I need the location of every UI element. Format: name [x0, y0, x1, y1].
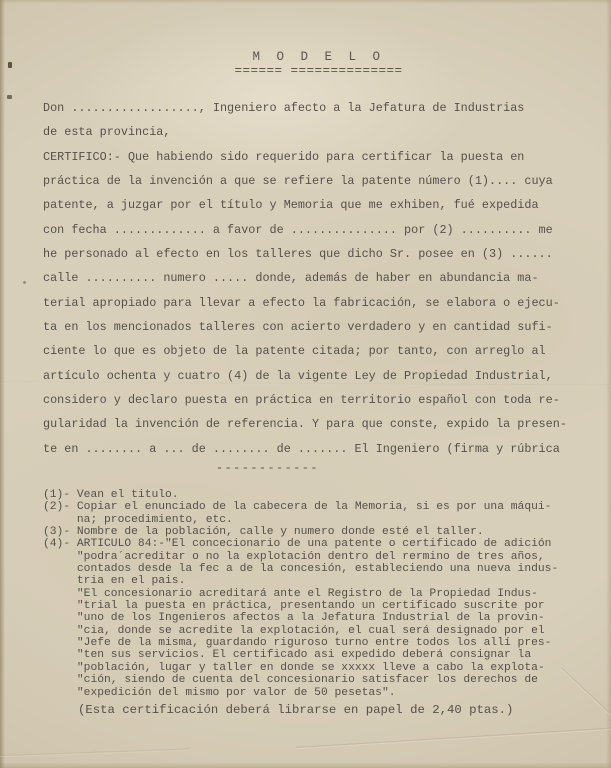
footnote-line: (3)- Nombre de la población, calle y numero donde esté el taller.	[43, 526, 484, 539]
footnote-line: (4)- ARTICULO 84:-"El concecionario de una patente o certificado de adición	[43, 538, 552, 551]
footnote-line: "El concesionario acreditará ante el Registro de la Propiedad Indus-	[43, 587, 538, 600]
footnote-line: na; procedimiento, etc.	[43, 513, 233, 526]
paper-speck	[23, 281, 26, 284]
body-text-line: práctica de la invención a que se refiere la patente número (1).... cuya	[43, 174, 553, 189]
paper-crease	[560, 667, 611, 747]
body-text-line: patente, a juzgar por el título y Memoria que me exhiben, fué expedida	[43, 198, 539, 213]
paper-speck	[8, 62, 12, 68]
body-text-line: con fecha ............. a favor de ............... por (2) .......... me	[43, 222, 553, 237]
paper-speck	[7, 95, 12, 99]
footnote-line: (1)- Vean el titulo.	[43, 489, 179, 501]
footnote-line: "podra´acreditar o no la explotación dentro del rermino de tres años,	[43, 550, 545, 563]
body-text-line: terial apropiado para llevar a efecto la fabricación, se elabora o ejecu-	[43, 295, 560, 310]
footnote-line: "ten sus servicios. El certificado asi expedido deberá consignar la	[43, 649, 532, 662]
footnote-line: "Jefe de la misma, guardando riguroso turno entre todos los allí pres-	[43, 637, 552, 650]
footnotes-block	[43, 489, 558, 699]
body-text-line: artículo ochenta y cuatro (4) de la vigente Ley de Propiedad Industrial,	[43, 368, 553, 383]
title-underline: ====== ==============	[234, 64, 403, 78]
body-text-line: calle .......... numero ..... donde, además de haber en abundancia ma-	[43, 271, 539, 286]
paper-crease	[0, 749, 190, 758]
body-text-line: gularidad la invención de referencia. Y para que conste, expido la presen-	[43, 417, 567, 432]
closing-note: (Esta certificación deberá librarse en papel de 2,40 ptas.)	[78, 703, 514, 717]
body-text-line: considero y declaro puesta en práctica en territorio español con toda re-	[43, 393, 560, 408]
body-text-line: CERTIFICO:- Que habiendo sido requerido para certificar la puesta en	[43, 149, 525, 164]
certificate-body	[43, 96, 567, 461]
footnote-line: "cia, donde se acredite la explotación, el cual será designado por el	[43, 624, 545, 637]
body-text-line: ciente lo que es objeto de la patente citada; por tanto, con arreglo al	[43, 344, 546, 359]
footnote-line: "población, lugar y taller en donde se xxxxx lleve a cabo la explota-	[43, 661, 545, 674]
document-title: M O D E L O	[252, 50, 385, 64]
body-text-line: de esta provincia,	[43, 125, 171, 140]
footnote-line: tria en el pais.	[43, 575, 186, 588]
dashed-separator: ------------	[216, 461, 319, 475]
body-text-line: ta en los mencionados talleres con acierto verdadero y en cantidad sufi-	[43, 320, 553, 335]
paper-crease	[295, 727, 611, 749]
footnote-line: contados desde la fec a de la concesión, estableciendo una nueva indus-	[43, 563, 559, 576]
footnote-line: "ción, siendo de cuenta del concesionario satisfacer los derechos de	[43, 674, 538, 687]
body-text-line: he personado al efecto en los talleres que dicho Sr. posee en (3) ......	[43, 247, 553, 262]
footnote-line: (2)- Copiar el enunciado de la cabecera de la Memoria, si es por una máqui-	[43, 501, 552, 514]
footnote-line: "trial la puesta en práctica, presentando un certificado suscrite por	[43, 600, 545, 613]
footnote-line: "expedición del mismo por valor de 50 pesetas".	[43, 686, 396, 699]
body-text-line: Don .................., Ingeniero afecto a la Jefatura de Industrias	[43, 101, 525, 115]
body-text-line: te en ........ a ... de ........ de ....... El Ingeniero (firma y rúbrica	[43, 441, 560, 456]
footnote-line: "uno de los Ingenieros afectos a la Jefatura Industrial de la provin-	[43, 612, 545, 625]
